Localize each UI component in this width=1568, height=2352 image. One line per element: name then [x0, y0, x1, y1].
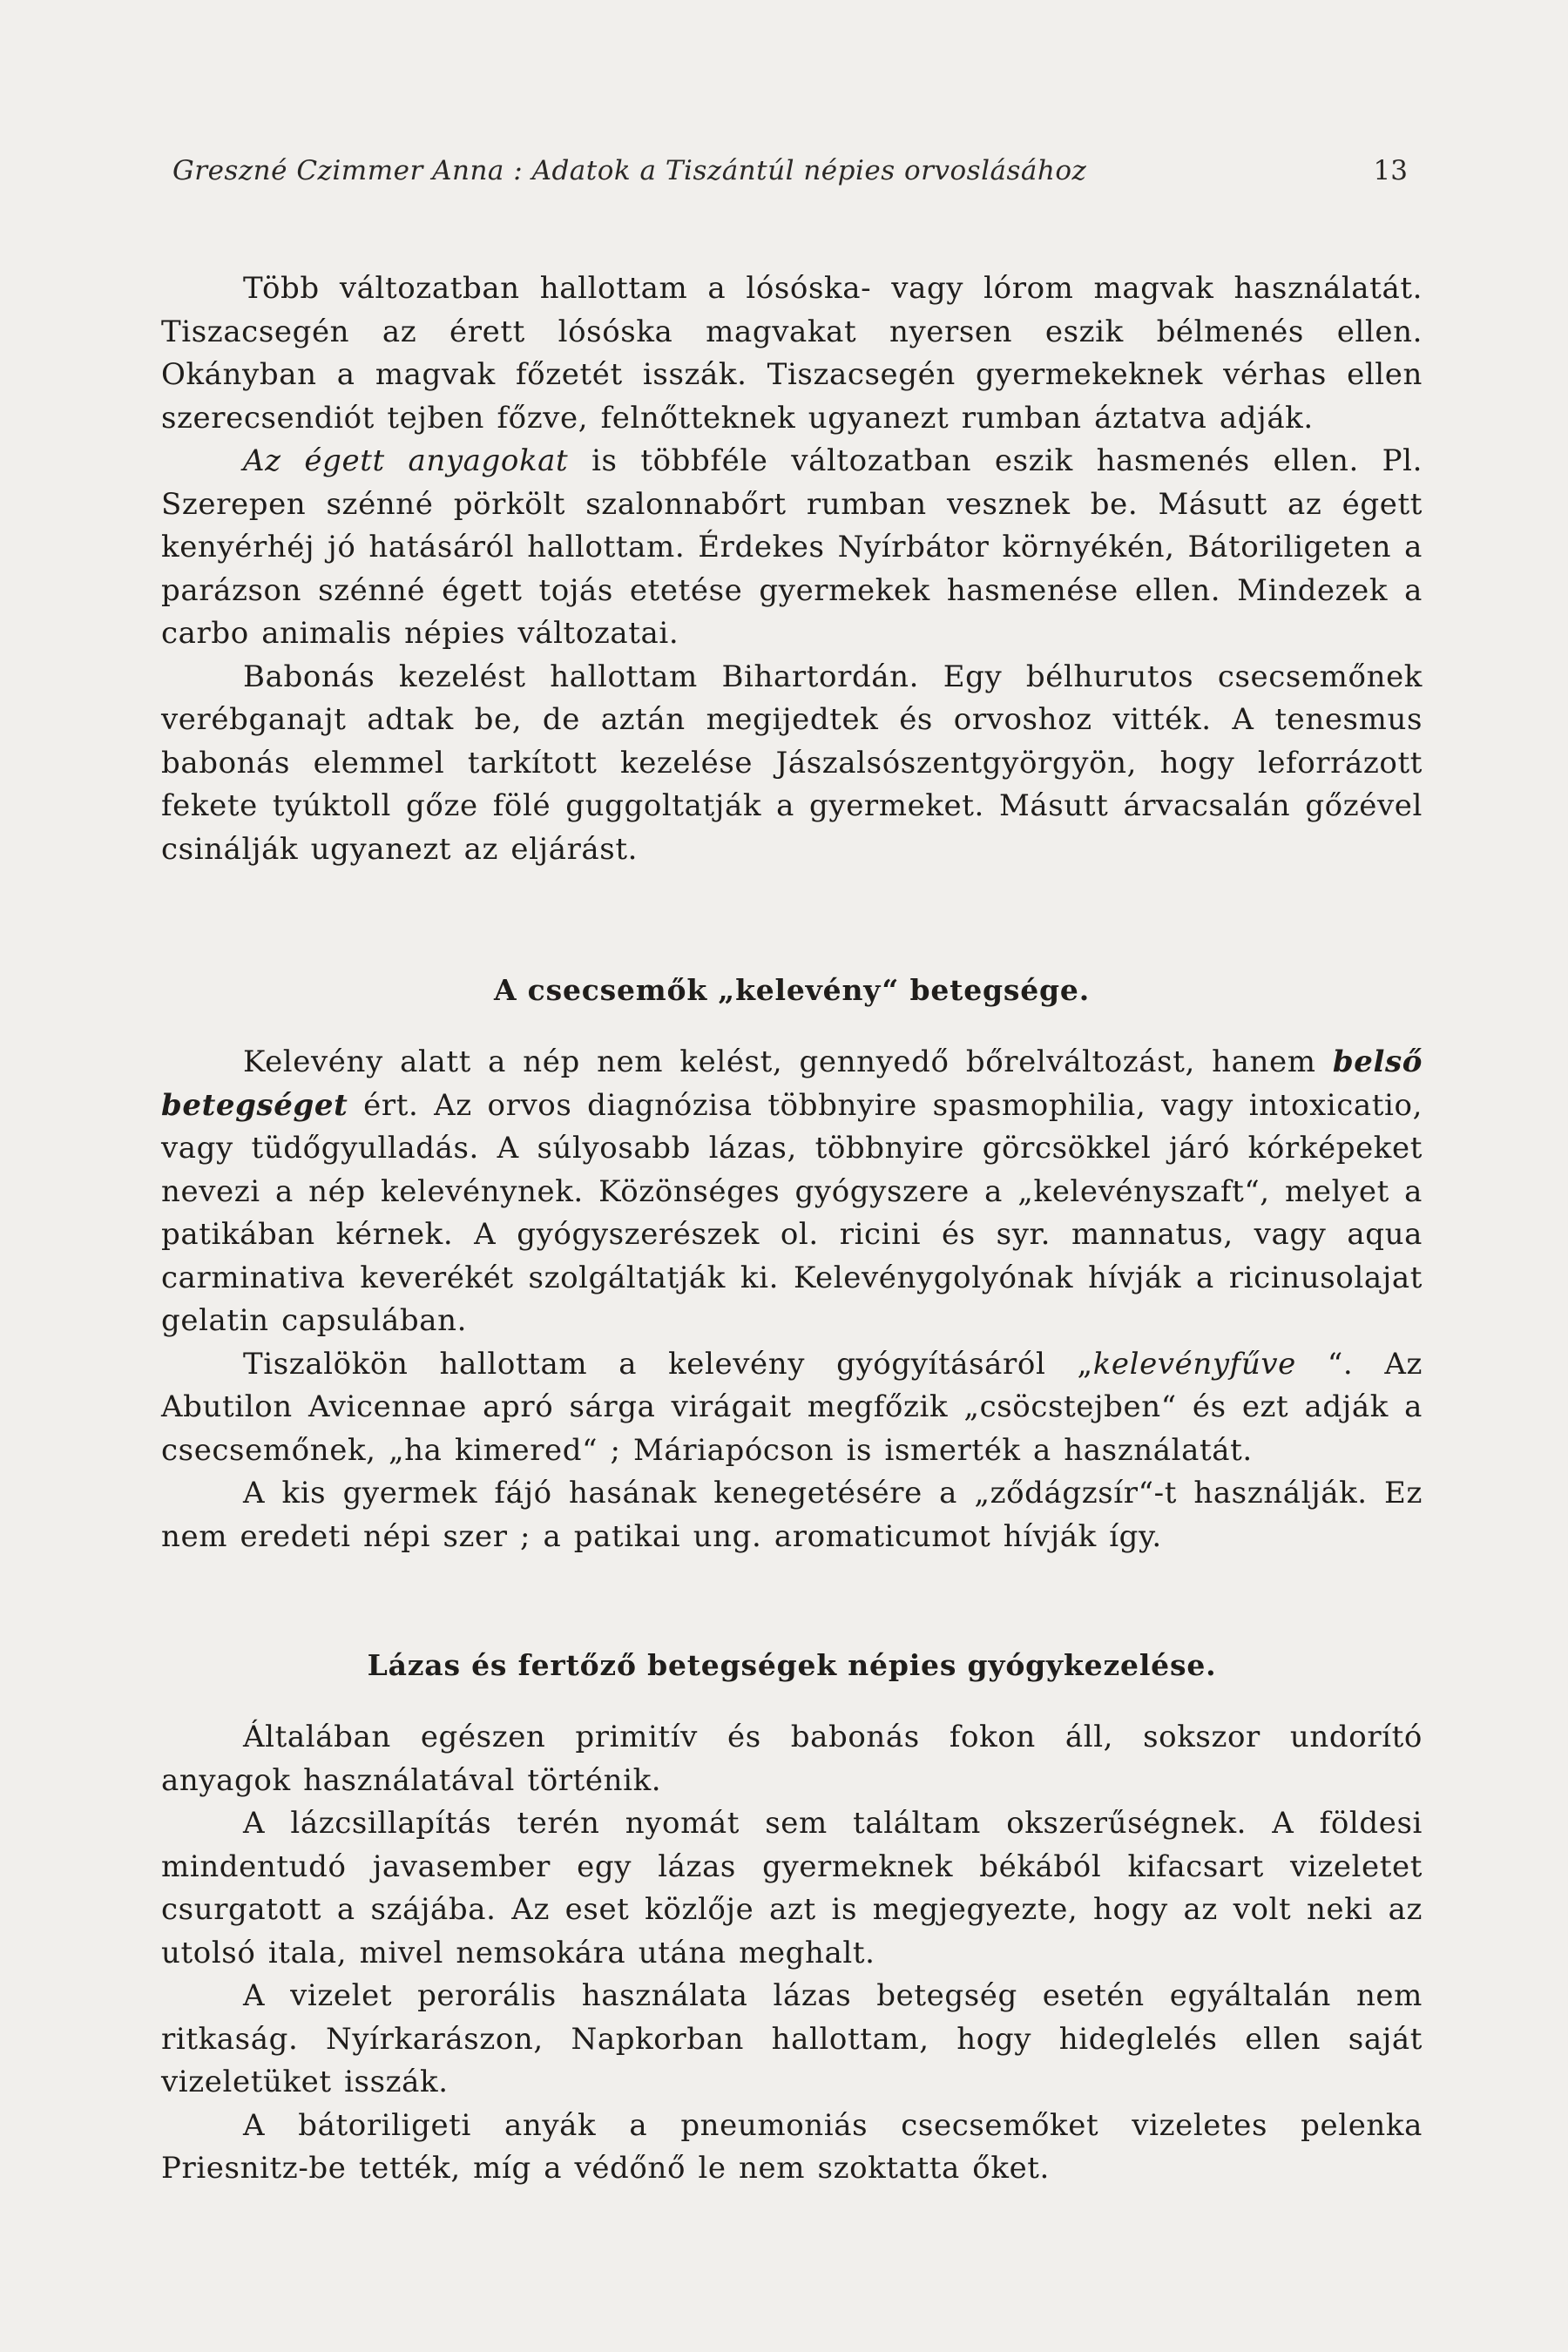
paragraph-babonas-kezeles — [161, 656, 1423, 872]
paragraph-text: Általában egészen primitív és babonás fokon áll, sokszor undorító anyagok használatával történik. — [161, 1720, 1423, 1798]
paragraph-text: A kis gyermek fájó hasának kenegetésére a „ződágzsír“-t használják. Ez nem eredeti népi szer ; a patikai ung. aromaticumot hívják így. — [161, 1476, 1423, 1554]
running-header-title: Greszné Czimmer Anna : Adatok a Tiszántúl népies orvoslásához — [172, 155, 1087, 186]
paragraph-text: A lázcsillapítás terén nyomát sem találtam okszerűségnek. A földesi mindentudó javasember egy lázas gyermeknek békából kifacsart vizeletet csurgatott a szájába. Az eset közlője azt is megjegyezte, hogy az volt neki az utolsó itala, mivel nemsokára utána meghalt. — [161, 1806, 1423, 1970]
paragraph-text: “. Az Abutilon Avicennae apró sárga virágait megfőzik „csöcstejben“ és ezt adják a csecsemőnek, „ha kimered“ ; Máriapócson is ismerték a használatát. — [161, 1346, 1423, 1468]
paragraph-keleveny-definition — [161, 1041, 1423, 1343]
paragraph-emphasis: kelevényfűve — [1092, 1346, 1296, 1382]
paragraph-text: Több változatban hallottam a lósóska- vagy lórom magvak használatát. Tiszacsegén az érett lósóska magvakat nyersen eszik bélmenés ellen. Okányban a magvak főzetét isszák. Tiszacsegén gyermekeknek vérhas ellen szerecsendiót tejben főzve, felnőtteknek ugyanezt rumban áztatva adják. — [161, 271, 1423, 436]
paragraph-zodagzsir — [161, 1472, 1423, 1558]
paragraph-text: is többféle változatban eszik hasmenés ellen. Pl. Szerepen szénné pörkölt szalonnabőrt rumban vesznek be. Másutt az égett kenyérhéj jó hatásáról hallottam. Érdekes Nyírbátor környékén, Bátoriligeten a parázson szénné égett tojás etetése gyermekek hasmenése ellen. Mindezek a carbo animalis népies változatai. — [161, 443, 1423, 651]
paragraph-vizelet — [161, 1975, 1423, 2105]
paragraph-text: Tiszalökön hallottam a kelevény gyógyításáról „ — [243, 1346, 1093, 1382]
paragraph-text: A bátoriligeti anyák a pneumoniás csecsemőket vizeletes pelenka Priesnitz-be tették, míg a védőnő le nem szoktatta őket. — [161, 2107, 1423, 2186]
running-header — [172, 155, 1408, 195]
paragraph-egett-anyagok — [161, 440, 1423, 656]
paragraph-text: ért. Az orvos diagnózisa többnyire spasmophilia, vagy intoxicatio, vagy tüdőgyulladás. A súlyosabb lázas, többnyire görcsökkel járó kórképeket nevezi a nép kelevénynek. Közönséges gyógyszere a „kelevényszaft“, melyet a patikában kérnek. A gyógyszerészek ol. ricini és syr. mannatus, vagy aqua carminativa keverékét szolgáltatják ki. Kelevénygolyónak hívják a ricinusolajat gelatin capsulában. — [161, 1087, 1423, 1338]
paragraph-kelevenyfuve — [161, 1343, 1423, 1473]
opening-block — [161, 267, 1423, 871]
paragraph-emphasis: Az égett anyagokat — [243, 443, 569, 478]
page-number: 13 — [1373, 155, 1408, 186]
section-heading: A csecsemők „kelevény“ betegsége. — [493, 973, 1090, 1007]
section-lazas — [161, 1645, 1423, 1686]
section-keleveny-body — [161, 1041, 1423, 1558]
paragraph-text: Babonás kezelést hallottam Bihartordán. Egy bélhurutos csecsemőnek verébganajt adtak be, de aztán megijedtek és orvoshoz vitték. A tenesmus babonás elemmel tarkított kezelése Jászalsószentgyörgyön, hogy leforrázott fekete tyúktoll gőze fölé guggoltatják a gyermeket. Másutt árvacsalán gőzével csinálják ugyanezt az eljárást. — [161, 659, 1423, 867]
section-kelevenyt — [161, 970, 1423, 1011]
section-lazas-body — [161, 1716, 1423, 2191]
paragraph-lazcsillapitas — [161, 1802, 1423, 1975]
paragraph-text: A vizelet perorális használata lázas betegség esetén egyáltalán nem ritkaság. Nyírkarászon, Napkorban hallottam, hogy hideglelés ellen saját vizeletüket isszák. — [161, 1978, 1423, 2099]
paragraph-altalaban — [161, 1716, 1423, 1802]
paragraph-batoriligeti — [161, 2105, 1423, 2191]
paragraph-text: Kelevény alatt a nép nem kelést, gennyedő bőrelváltozást, hanem — [243, 1044, 1333, 1079]
paragraph-lososka — [161, 267, 1423, 440]
section-heading: Lázas és fertőző betegségek népies gyógykezelése. — [367, 1648, 1217, 1682]
paragraph-emphasis: belső betegséget — [161, 1044, 1423, 1123]
